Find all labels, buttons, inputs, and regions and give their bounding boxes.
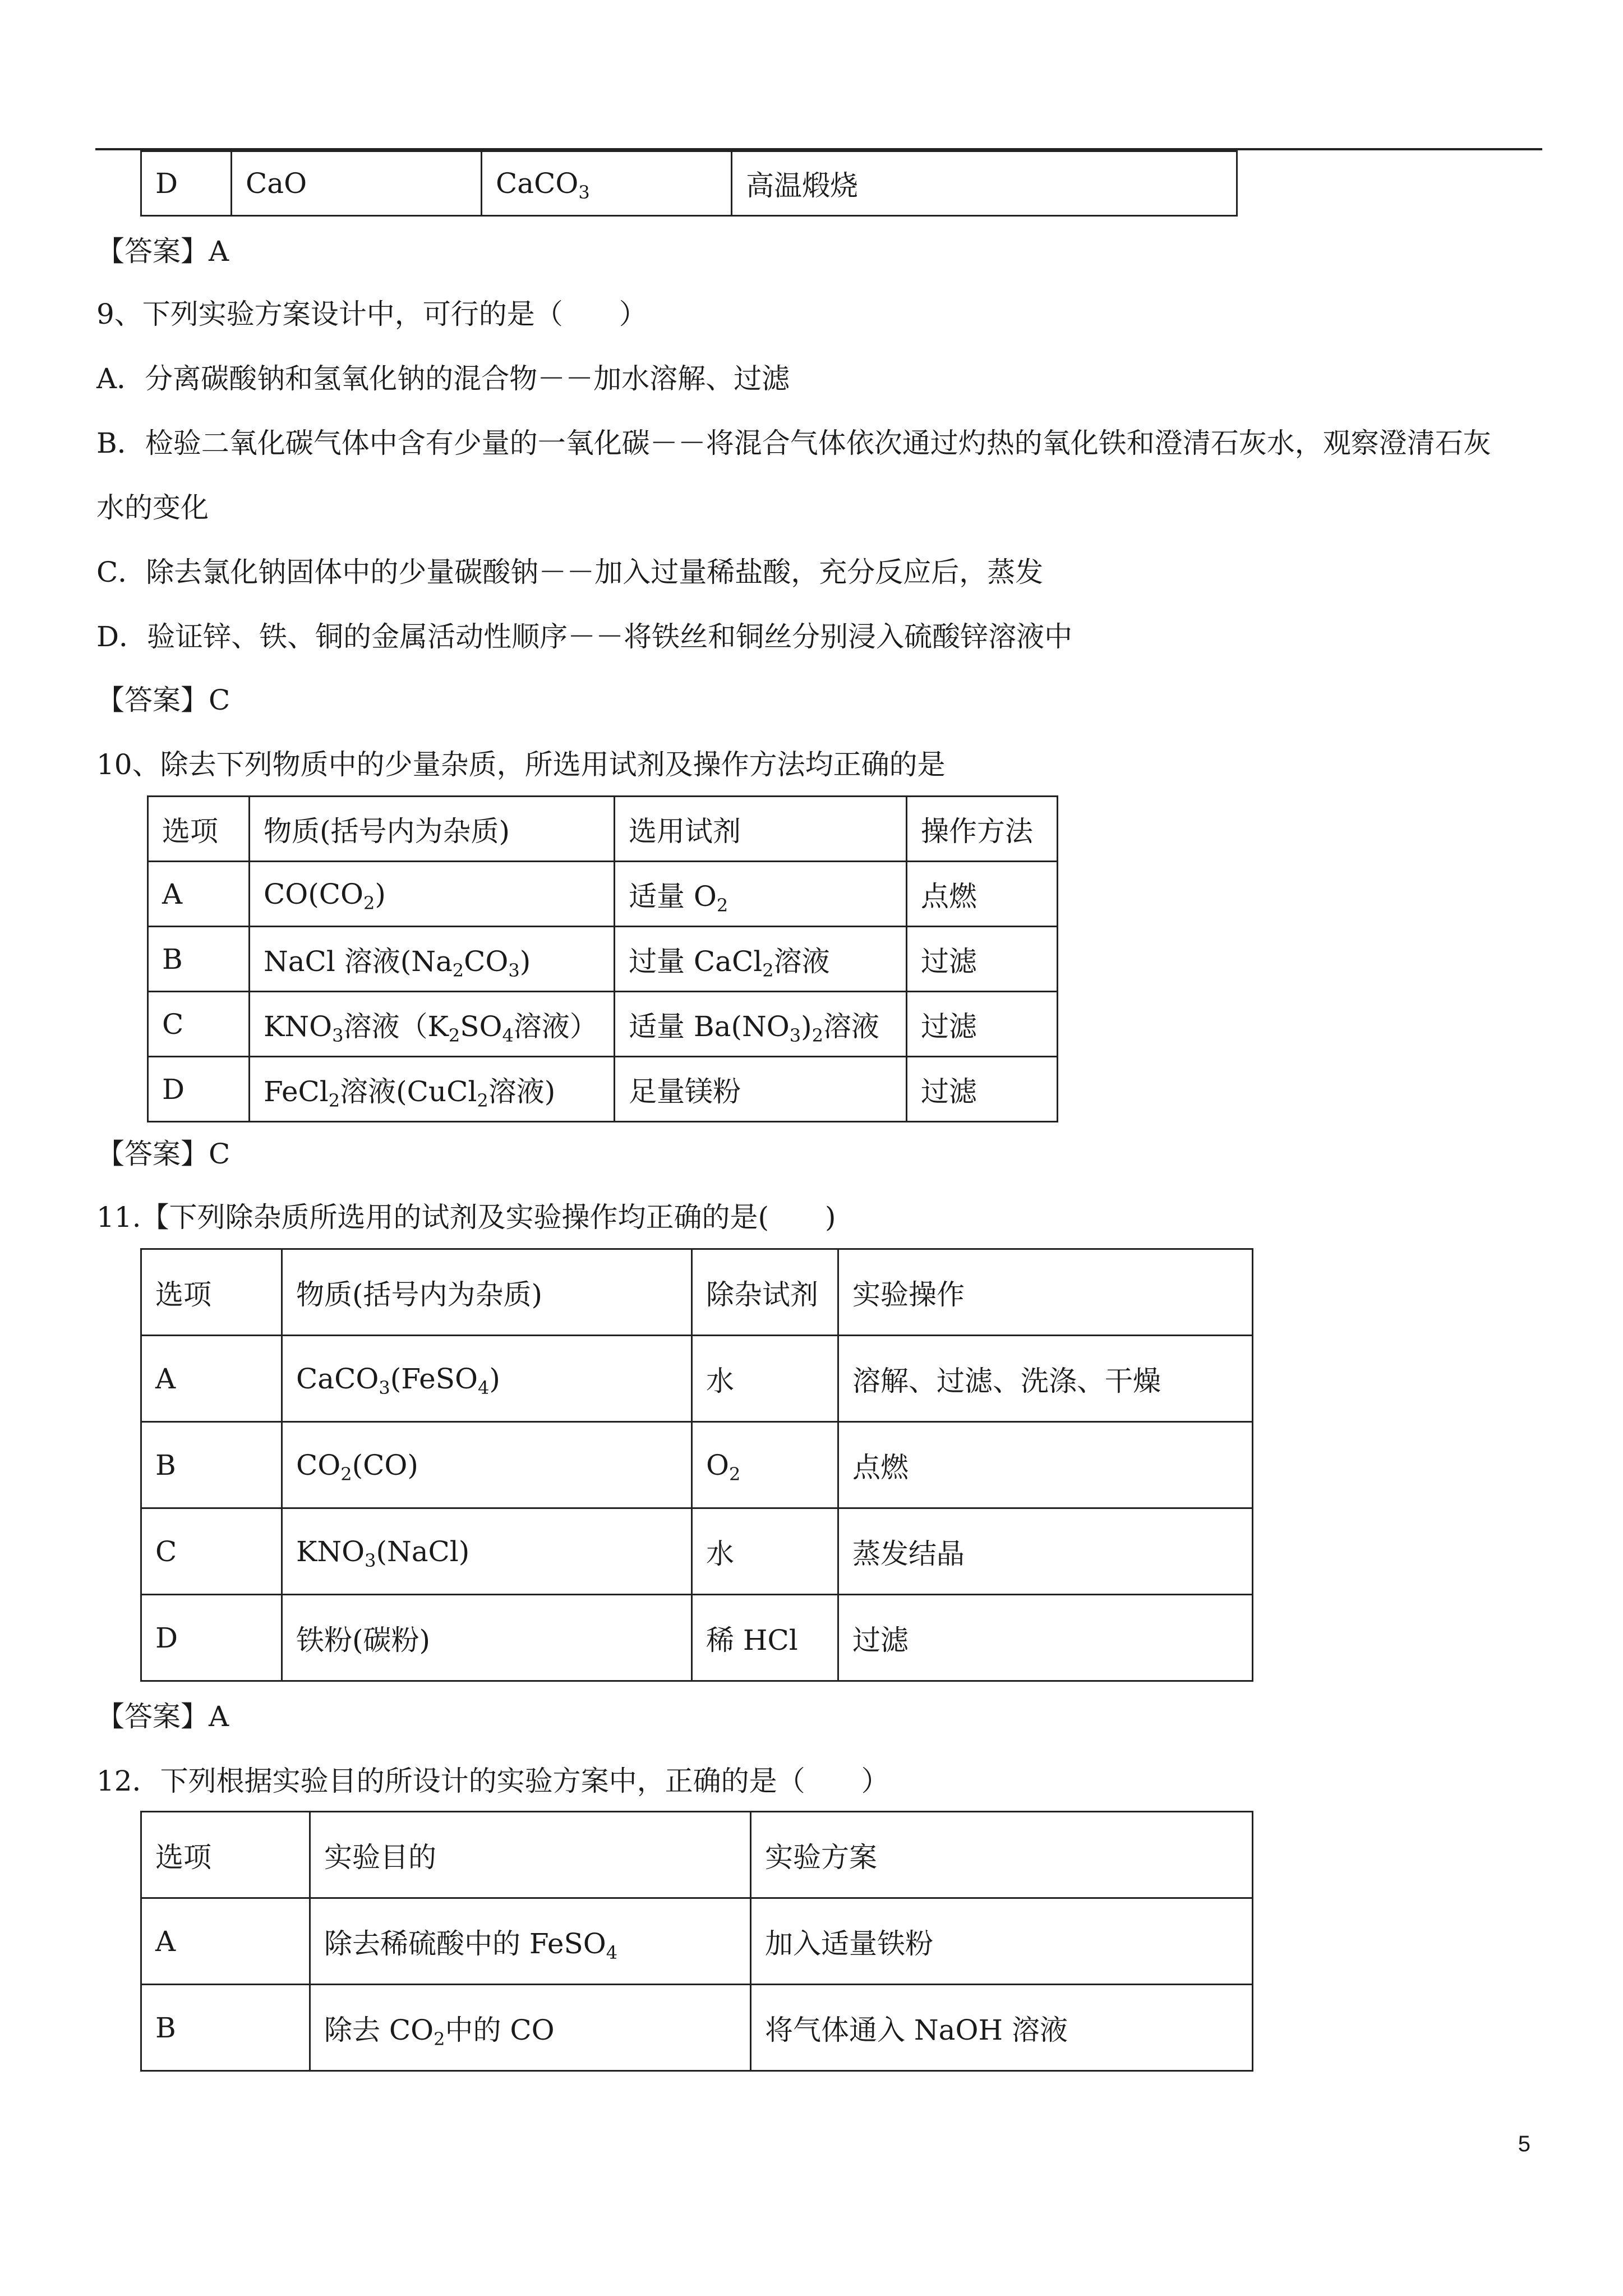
table-cell: D bbox=[141, 151, 232, 216]
table-cell: $CO_2(CO)$ bbox=[282, 1422, 692, 1508]
table-cell: 过滤 bbox=[907, 927, 1058, 992]
table-cell: D bbox=[141, 1595, 282, 1681]
table-header-cell: 物质(括号内为杂质) bbox=[250, 797, 615, 862]
table-row bbox=[148, 862, 1058, 927]
q9-option-a: A．分离碳酸钠和氢氧化钠的混合物－－加水溶解、过滤 bbox=[96, 362, 790, 395]
table-cell: 适量 $Ba(NO_3)_2$溶液 bbox=[615, 992, 907, 1057]
table-cell: CaCO$_3$(FeSO$_4$) bbox=[282, 1336, 692, 1422]
table-cell: B bbox=[141, 1422, 282, 1508]
table-header-cell: 选项 bbox=[148, 797, 250, 862]
table-cell: 点燃 bbox=[838, 1422, 1253, 1508]
table-cell: 点燃 bbox=[907, 862, 1058, 927]
table-cell: D bbox=[148, 1057, 250, 1122]
table-cell: $O_2$ bbox=[692, 1422, 838, 1508]
q8-table-continued bbox=[140, 150, 1238, 217]
q9-option-c: C．除去氯化钠固体中的少量碳酸钠－－加入过量稀盐酸，充分反应后，蒸发 bbox=[96, 556, 1044, 588]
table-cell: FeCl$_2$溶液(CuCl$_2$溶液) bbox=[250, 1057, 615, 1122]
table-cell: 过滤 bbox=[907, 992, 1058, 1057]
table-cell: CaO bbox=[232, 151, 482, 216]
q12-table bbox=[140, 1811, 1253, 2072]
table-cell: NaCl 溶液$(Na_2CO_3)$ bbox=[250, 927, 615, 992]
table-cell: C bbox=[141, 1508, 282, 1595]
table-cell: 溶解、过滤、洗涤、干燥 bbox=[838, 1336, 1253, 1422]
q10-stem: 10、除去下列物质中的少量杂质，所选用试剂及操作方法均正确的是 bbox=[96, 748, 946, 781]
q10-table bbox=[147, 795, 1058, 1122]
table-cell: 高温煅烧 bbox=[732, 151, 1237, 216]
table-cell: $CO(CO_2)$ bbox=[250, 862, 615, 927]
table-cell: 铁粉(碳粉) bbox=[282, 1595, 692, 1681]
table-cell: 除去 $CO_2$中的 CO bbox=[310, 1985, 751, 2071]
table-header-cell: 选用试剂 bbox=[615, 797, 907, 862]
table-header-row bbox=[141, 1249, 1253, 1336]
table-row bbox=[148, 1057, 1058, 1122]
table-row bbox=[141, 1336, 1253, 1422]
table-cell: A bbox=[141, 1336, 282, 1422]
table-row bbox=[141, 1422, 1253, 1508]
table-cell: 蒸发结晶 bbox=[838, 1508, 1253, 1595]
table-header-cell: 操作方法 bbox=[907, 797, 1058, 862]
table-cell: $KNO_3$溶液（$K_2SO_4$溶液） bbox=[250, 992, 615, 1057]
table-cell: 过量 CaCl$_2$溶液 bbox=[615, 927, 907, 992]
q11-stem: 11.【下列除杂质所选用的试剂及实验操作均正确的是( ) bbox=[96, 1201, 836, 1234]
table-cell: B bbox=[141, 1985, 310, 2071]
table-cell: 水 bbox=[692, 1508, 838, 1595]
answer-9: 【答案】C bbox=[96, 684, 230, 716]
answer-10: 【答案】C bbox=[96, 1138, 230, 1170]
table-header-cell: 选项 bbox=[141, 1249, 282, 1336]
q9-option-d: D．验证锌、铁、铜的金属活动性顺序－－将铁丝和铜丝分别浸入硫酸锌溶液中 bbox=[96, 620, 1073, 653]
table-cell: 足量镁粉 bbox=[615, 1057, 907, 1122]
table-header-cell: 实验操作 bbox=[838, 1249, 1253, 1336]
table-cell: $KNO_3(NaCl)$ bbox=[282, 1508, 692, 1595]
table-row bbox=[141, 1595, 1253, 1681]
table-header-cell: 物质(括号内为杂质) bbox=[282, 1249, 692, 1336]
q12-stem: 12．下列根据实验目的所设计的实验方案中，正确的是（ ） bbox=[96, 1765, 889, 1797]
table-cell: CaCO$_3$ bbox=[482, 151, 732, 216]
table-row bbox=[148, 992, 1058, 1057]
table-cell: B bbox=[148, 927, 250, 992]
table-header-cell: 除杂试剂 bbox=[692, 1249, 838, 1336]
table-row bbox=[141, 1985, 1253, 2071]
table-header-row bbox=[141, 1812, 1253, 1898]
answer-11: 【答案】A bbox=[96, 1700, 229, 1733]
table-cell: 加入适量铁粉 bbox=[751, 1898, 1253, 1985]
table-cell: 稀 HCl bbox=[692, 1595, 838, 1681]
q9-stem: 9、下列实验方案设计中，可行的是（ ） bbox=[96, 298, 647, 330]
answer-8: 【答案】A bbox=[96, 235, 229, 268]
table-header-cell: 实验方案 bbox=[751, 1812, 1253, 1898]
table-cell: A bbox=[141, 1898, 310, 1985]
table-row bbox=[148, 927, 1058, 992]
page-number: 5 bbox=[1518, 2132, 1530, 2156]
q9-option-b-line1: B．检验二氧化碳气体中含有少量的一氧化碳－－将混合气体依次通过灼热的氧化铁和澄清石灰水，观察澄清石灰 bbox=[96, 427, 1491, 459]
table-cell: A bbox=[148, 862, 250, 927]
table-cell: 将气体通入 NaOH 溶液 bbox=[751, 1985, 1253, 2071]
table-cell: 水 bbox=[692, 1336, 838, 1422]
table-cell: 过滤 bbox=[907, 1057, 1058, 1122]
table-header-cell: 选项 bbox=[141, 1812, 310, 1898]
table-cell: 适量 $O_2$ bbox=[615, 862, 907, 927]
table-cell: 过滤 bbox=[838, 1595, 1253, 1681]
table-row bbox=[141, 151, 1237, 216]
table-header-cell: 实验目的 bbox=[310, 1812, 751, 1898]
table-cell: 除去稀硫酸中的 FeSO$_4$ bbox=[310, 1898, 751, 1985]
q11-table bbox=[140, 1248, 1253, 1682]
table-cell: C bbox=[148, 992, 250, 1057]
q9-option-b-line2: 水的变化 bbox=[96, 491, 209, 524]
table-header-row bbox=[148, 797, 1058, 862]
table-row bbox=[141, 1898, 1253, 1985]
table-row bbox=[141, 1508, 1253, 1595]
